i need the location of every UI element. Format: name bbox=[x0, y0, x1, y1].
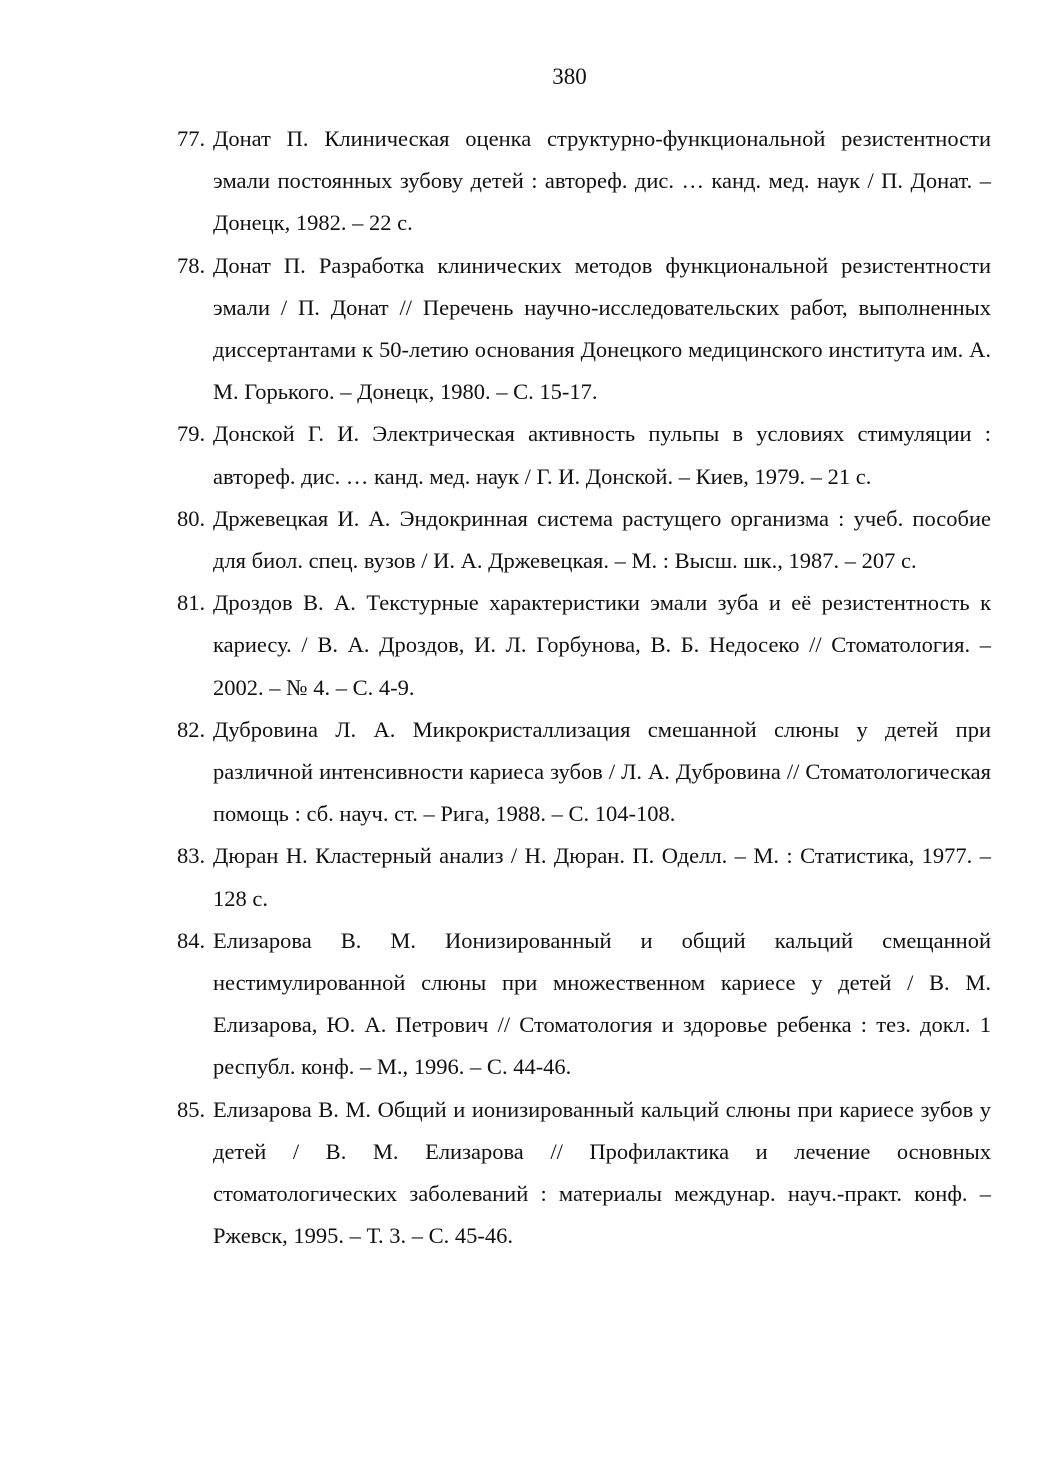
reference-text: Елизарова В. М. Ионизированный и общий кальций смещанной нестимулированной слюны при множественном кариесе у детей / В. М. Елизарова, Ю. А. Петрович // Стоматология и здоровье ребенка : тез. докл. 1 республ. конф. – М., 1996. – С. 44-46. bbox=[213, 927, 991, 1080]
reference-text: Држевецкая И. А. Эндокринная система растущего организма : учеб. пособие для биол. спец. вузов / И. А. Држевецкая. – М. : Высш. шк., 1987. – 207 с. bbox=[213, 505, 991, 574]
reference-text: Донат П. Клиническая оценка структурно-функциональной резистентности эмали постоянных зубову детей : автореф. дис. … канд. мед. наук / П. Донат. – Донецк, 1982. – 22 с. bbox=[213, 126, 991, 236]
reference-text: Донат П. Разработка клинических методов функциональной резистентности эмали / П. Донат // Перечень научно-исследовательских работ, выполненных диссертантами к 50-летию основания Донецкого медицинского института им. А. М. Горького. – Донецк, 1980. – С. 15-17. bbox=[213, 252, 991, 405]
reference-list bbox=[177, 118, 991, 1257]
reference-item bbox=[177, 413, 991, 497]
reference-item bbox=[177, 709, 991, 836]
reference-number: 77. bbox=[177, 126, 206, 151]
reference-number: 81. bbox=[177, 590, 206, 616]
reference-item bbox=[177, 118, 991, 245]
reference-item bbox=[177, 835, 991, 919]
reference-number: 84. bbox=[177, 927, 206, 953]
reference-item bbox=[177, 1089, 991, 1258]
reference-number: 83. bbox=[177, 843, 206, 869]
reference-item bbox=[177, 582, 991, 709]
reference-item bbox=[177, 920, 991, 1089]
reference-text: Дюран Н. Кластерный анализ / Н. Дюран. П. Оделл. – М. : Статистика, 1977. – 128 с. bbox=[213, 843, 991, 911]
reference-text: Донской Г. И. Электрическая активность пульпы в условиях стимуляции : автореф. дис. … канд. мед. наук / Г. И. Донской. – Киев, 1979. – 21 с. bbox=[213, 421, 991, 489]
reference-number: 80. bbox=[177, 505, 206, 531]
reference-item bbox=[177, 245, 991, 414]
reference-text: Дубровина Л. А. Микрокристаллизация смешанной слюны у детей при различной интенсивности кариеса зубов / Л. А. Дубровина // Стоматологическая помощь : сб. науч. ст. – Рига, 1988. – С. 104-108. bbox=[213, 716, 991, 827]
reference-number: 85. bbox=[177, 1096, 206, 1122]
reference-text: Елизарова В. М. Общий и ионизированный кальций слюны при кариесе зубов у детей / В. М. Елизарова // Профилактика и лечение основных стоматологических заболеваний : материалы междунар. науч.-практ. конф. – Ржевск, 1995. – Т. 3. – С. 45-46. bbox=[213, 1096, 991, 1249]
reference-number: 79. bbox=[177, 421, 206, 447]
reference-item bbox=[177, 498, 991, 582]
reference-text: Дроздов В. А. Текстурные характеристики эмали зуба и её резистентность к кариесу. / В. А. Дроздов, И. Л. Горбунова, В. Б. Недосеко // Стоматология. – 2002. – № 4. – С. 4-9. bbox=[213, 590, 991, 700]
reference-number: 78. bbox=[177, 252, 206, 278]
page-number: 380 bbox=[552, 64, 587, 89]
reference-number: 82. bbox=[177, 716, 206, 742]
